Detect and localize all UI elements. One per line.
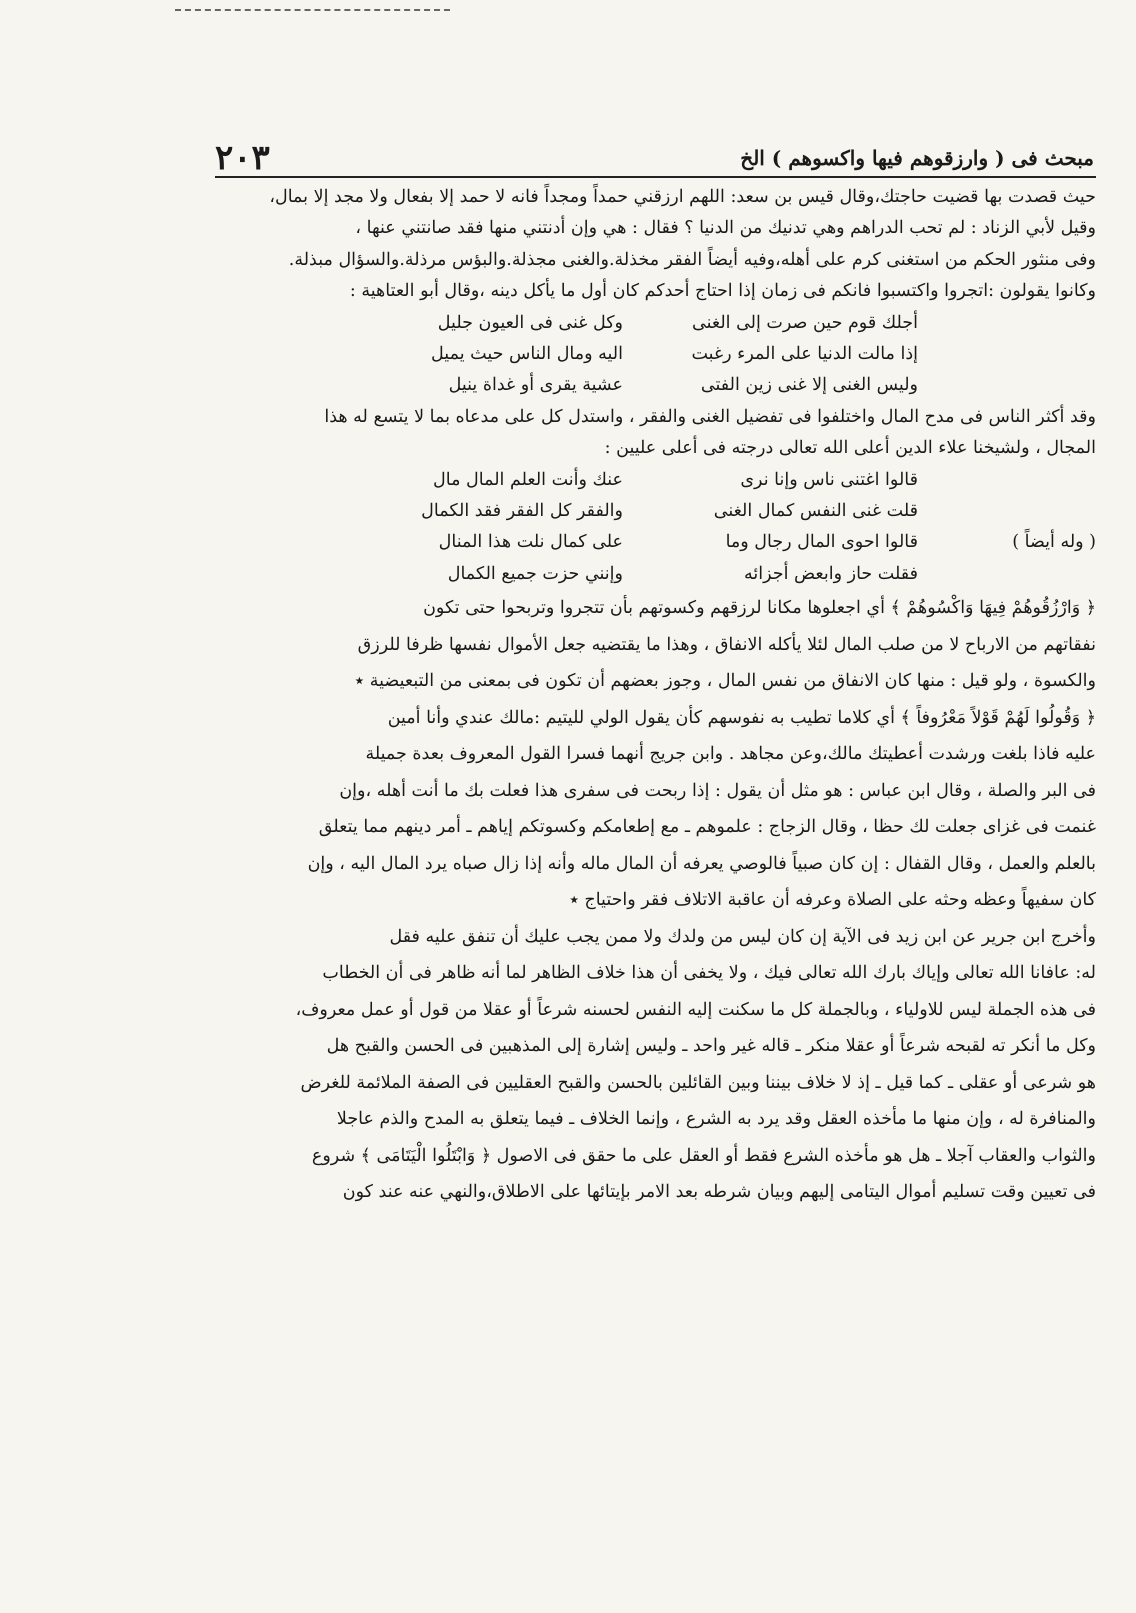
text-line: حيث قصدت بها قضيت حاجتك،وقال قيس بن سعد: اللهم ارزقني حمداً ومجداً فانه لا حمد إلا بفعال ولا مجد إلا بمال،: [269, 187, 1096, 207]
text-line: وقيل لأبي الزناد : لم تحب الدراهم وهي تدنيك من الدنيا ؟ فقال : هي وإن أدنتني منها فقد صانتني عنها ،: [355, 218, 1096, 239]
page-header: [215, 138, 1104, 178]
hemistich: والفقر كل الفقر فقد الكمال: [421, 501, 623, 522]
hemistich: عنك وأنت العلم المال مال: [433, 469, 623, 490]
hemistich: قالوا احوى المال رجال وما: [725, 532, 918, 553]
page-body: [200, 182, 1096, 1211]
verse-line: [200, 527, 1096, 558]
hemistich: عشية يقرى أو غداة ينيل: [448, 375, 623, 396]
poem-abu-al-atahiya: [200, 308, 1096, 402]
hemistich: اليه ومال الناس حيث يميل: [431, 344, 623, 365]
text-line: هو شرعى أو عقلى ـ كما قيل ـ إذ لا خلاف بيننا وبين القائلين بالحسن والقبح العقليين فى الصفة الملائمة للغرض: [300, 1072, 1096, 1093]
text-line: والمنافرة له ، وإن منها ما مأخذه العقل وقد يرد به الشرع ، وإنما الخلاف ـ فيما يتعلق به المدح والذم عاجلا: [336, 1109, 1096, 1130]
page-number: ٢٠٣: [215, 138, 270, 178]
text-line: وكل ما أنكر ته لقبحه شرعاً أو عقلا منكر ـ قاله غير واحد ـ وليس إشارة إلى المذهبين فى الحسن والقبح هل: [326, 1036, 1096, 1057]
verse-line: [200, 339, 1096, 370]
text-line: ﴿ وَارْزُقُوهُمْ فِيهَا وَاكْسُوهُمْ ﴾ أي اجعلوها مكانا لرزقهم وكسوتهم بأن تتجروا وتربحوا حتى تكون: [423, 598, 1096, 619]
text-line: فى هذه الجملة ليس للاولياء ، وبالجملة كل ما سكنت إليه النفس لحسنه شرعاً أو عقلا من قول أو عمل معروف،: [295, 999, 1096, 1020]
text-line: وفى منثور الحكم من استغنى كرم على أهله،وفيه أيضاً الفقر مخذلة.والغنى مجذلة.والبؤس مرذلة.والسؤال مبذلة.: [288, 249, 1096, 270]
text-line: وأخرج ابن جرير عن ابن زيد فى الآية إن كان ليس من ولدك ولا ممن يجب عليك أن تنفق عليه فقل: [389, 926, 1096, 947]
text-line: المجال ، ولشيخنا علاء الدين أعلى الله تعالى درجته فى أعلى عليين :: [604, 438, 1096, 459]
text-line: غنمت فى غزاى جعلت لك حظا ، وقال الزجاج : علموهم ـ مع إطعامكم وكسوتكم إياهم ـ أمر دينهم مما يتعلق: [318, 817, 1096, 838]
hemistich: وإنني حزت جميع الكمال: [447, 563, 623, 584]
paragraph: [200, 700, 1096, 919]
poem-shaykh: [200, 465, 1096, 528]
text-line: وكانوا يقولون :اتجروا واكتسبوا فانكم فى زمان إذا احتاج أحدكم كان أول ما يأكل دينه ،وقال أبو العتاهية :: [349, 281, 1096, 302]
running-head: مبحث فى ( وارزقوهم فيها واكسوهم ) الخ: [740, 146, 1094, 170]
verse-line: [200, 559, 1096, 590]
hemistich: فقلت حاز وابعض أجزائه: [743, 563, 918, 584]
text-line: كان سفيهاً وعظه وحثه على الصلاة وعرفه أن عاقبة الاتلاف فقر واحتياج ٭: [569, 890, 1096, 911]
text-line: له: عافانا الله تعالى وإياك بارك الله تعالى فيك ، ولا يخفى أن هذا خلاف الظاهر لما أنه ظاهر فى أن الخطاب: [322, 963, 1096, 984]
hemistich: وليس الغنى إلا غنى زين الفتى: [700, 375, 918, 396]
text-line: عليه فاذا بلغت ورشدت أعطيتك مالك،وعن مجاهد . وابن جريج أنهما فسرا القول المعروف بعدة جميلة: [365, 744, 1096, 765]
paragraph: [200, 919, 1096, 1211]
hemistich: إذا مالت الدنيا على المرء رغبت: [691, 344, 918, 365]
verse-line: [200, 496, 1096, 527]
verse-line: [200, 465, 1096, 496]
header-rule: [215, 176, 1096, 178]
poem-also: [200, 527, 1096, 590]
hemistich: قلت غنى النفس كمال الغنى: [713, 501, 918, 522]
paragraph: [200, 590, 1096, 700]
text-line: ﴿ وَقُولُوا لَهُمْ قَوْلاً مَعْرُوفاً ﴾ أي كلاما تطيب به نفوسهم كأن يقول الولي لليتيم :مالك عندي وأنا أمين: [387, 707, 1096, 728]
hemistich: أجلك قوم حين صرت إلى الغنى: [692, 312, 918, 333]
text-line: فى تعيين وقت تسليم أموال اليتامى إليهم وبيان شرطه بعد الامر بإيتائها على الاطلاق،والنهي عنه عند كون: [342, 1182, 1096, 1203]
text-line: بالعلم والعمل ، وقال القفال : إن كان صبياً فالوصي يعرفه أن المال ماله وأنه إذا زال صباه يرد المال اليه ، وإن: [307, 853, 1096, 874]
text-line: وقد أكثر الناس فى مدح المال واختلفوا فى تفضيل الغنى والفقر ، واستدل كل على مدعاه بما لا يتسع له هذا: [324, 406, 1096, 427]
verse-tag: ( وله أيضاً ): [1012, 532, 1096, 553]
text-line: فى البر والصلة ، وقال ابن عباس : هو مثل أن يقول : إذا ربحت فى سفرى هذا فعلت بك ما أنت أهله ،وإن: [339, 780, 1096, 801]
paragraph: [200, 402, 1096, 465]
hemistich: قالوا اغتنى ناس وإنا نرى: [740, 469, 918, 490]
paragraph: [200, 182, 1096, 308]
text-line: والكسوة ، ولو قيل : منها كان الانفاق من نفس المال ، وجوز بعضهم أن تكون فى بمعنى من التبعيضية ٭: [354, 671, 1096, 692]
text-line: والثواب والعقاب آجلا ـ هل هو مأخذه الشرع فقط أو العقل على ما حقق فى الاصول ﴿ وَابْتَلُوا الْيَتَامَى ﴾ شروع: [311, 1145, 1096, 1166]
text-line: نفقاتهم من الارباح لا من صلب المال لئلا يأكله الانفاق ، وهذا ما يقتضيه جعل الأموال نفسها ظرفا للرزق: [357, 634, 1096, 655]
hemistich: وكل غنى فى العيون جليل: [437, 312, 623, 333]
verse-line: [200, 370, 1096, 401]
top-dashed-rule: [175, 9, 450, 11]
hemistich: على كمال نلت هذا المنال: [438, 532, 623, 553]
verse-line: [200, 308, 1096, 339]
